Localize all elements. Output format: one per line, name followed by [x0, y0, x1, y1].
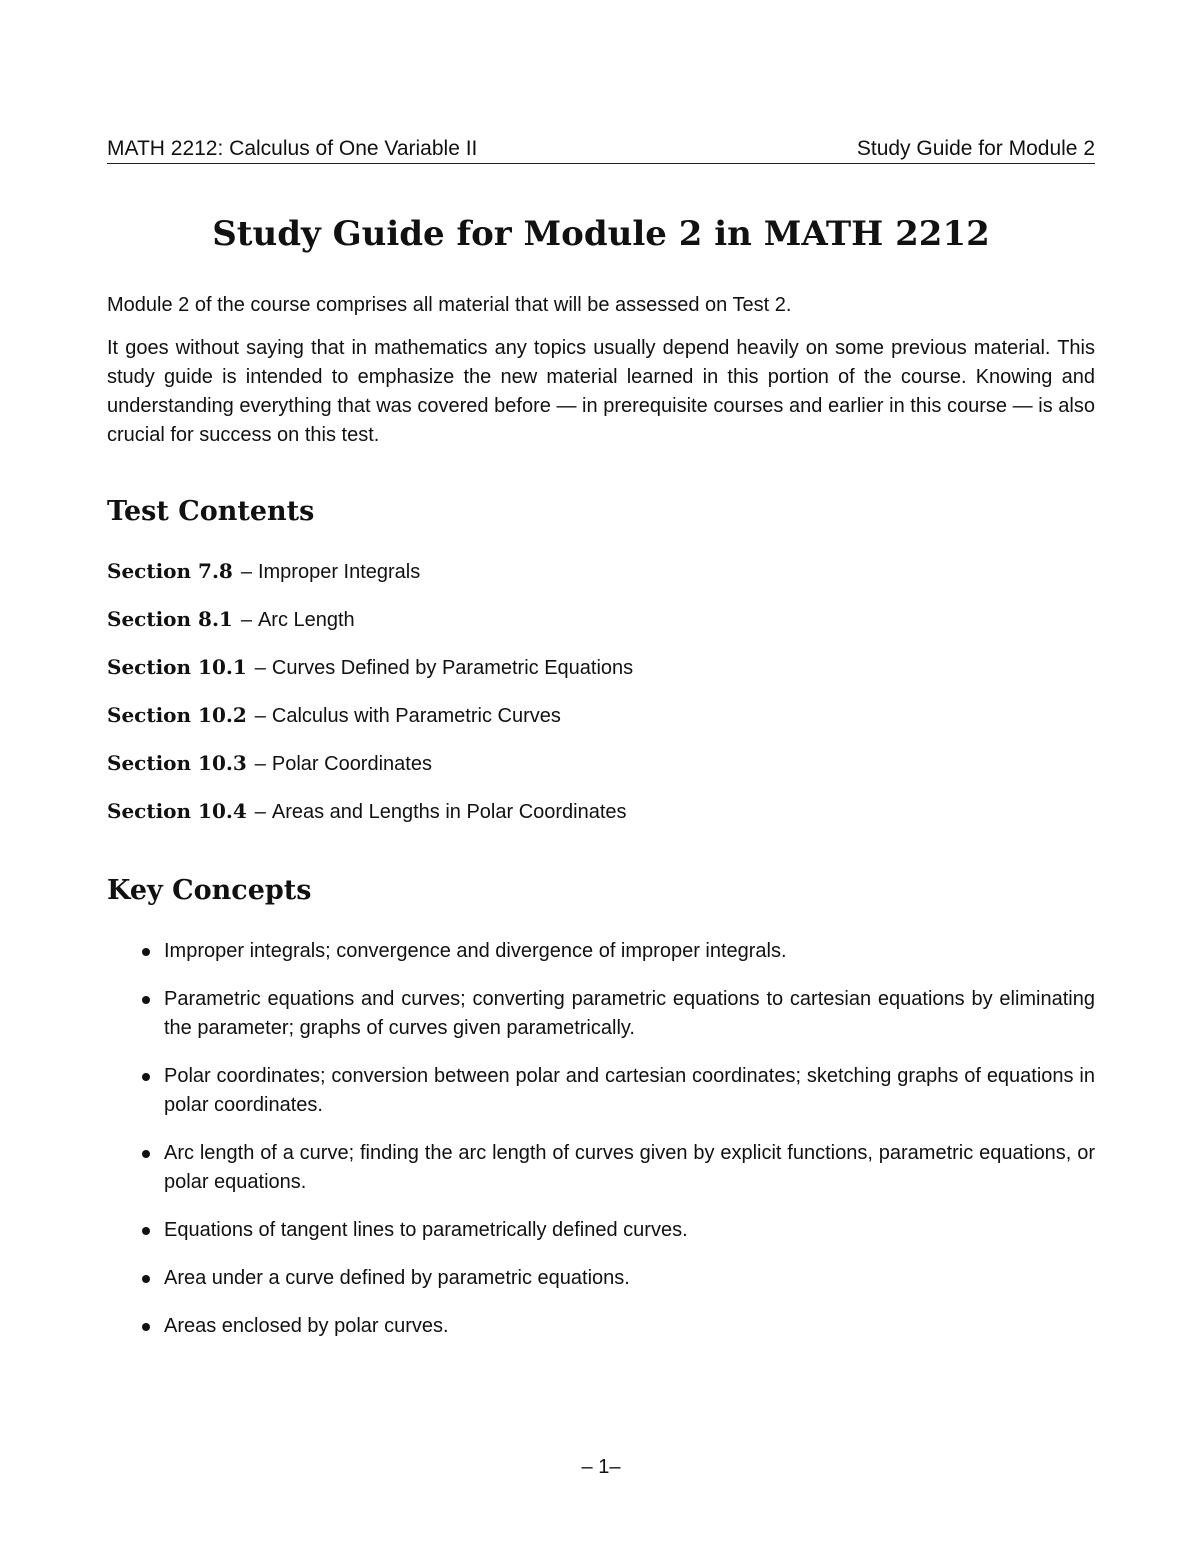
- section-entry: [107, 556, 633, 604]
- bullet-icon: [142, 1150, 150, 1158]
- section-dash: –: [240, 609, 252, 631]
- page-number: – 1–: [581, 1456, 621, 1478]
- section-entry: [107, 748, 633, 796]
- bullet-icon: [142, 996, 150, 1004]
- section-title: Areas and Lengths in Polar Coordinates: [271, 801, 627, 823]
- concept-item: [107, 1062, 1095, 1120]
- running-header: [107, 136, 1095, 164]
- concept-text: Arc length of a curve; finding the arc length of curves given by explicit functions, parametric equations, or polar equations.: [164, 1142, 1095, 1193]
- concept-text: Areas enclosed by polar curves.: [164, 1315, 449, 1337]
- section-dash: –: [254, 753, 266, 775]
- concept-text: Improper integrals; convergence and divergence of improper integrals.: [164, 940, 787, 962]
- intro-paragraph: Module 2 of the course comprises all material that will be assessed on Test 2.: [107, 294, 792, 316]
- section-title: Arc Length: [257, 609, 355, 631]
- section-number: Section 10.3: [107, 751, 247, 775]
- key-concepts-heading: Key Concepts: [107, 875, 312, 906]
- section-number: Section 10.1: [107, 655, 247, 679]
- header-guide-title: Study Guide for Module 2: [856, 137, 1095, 160]
- section-number: Section 7.8: [107, 559, 233, 583]
- concept-item: [107, 1264, 1095, 1293]
- concept-text: Polar coordinates; conversion between polar and cartesian coordinates; sketching graphs of equations in polar coordinates.: [164, 1065, 1095, 1116]
- concept-item: [107, 937, 1095, 966]
- concept-item: [107, 1216, 1095, 1245]
- bullet-icon: [142, 1275, 150, 1283]
- section-title: Calculus with Parametric Curves: [271, 705, 561, 727]
- bullet-icon: [142, 948, 150, 956]
- section-dash: –: [254, 657, 266, 679]
- section-number: Section 10.4: [107, 799, 247, 823]
- concept-text: Equations of tangent lines to parametrically defined curves.: [164, 1219, 688, 1241]
- section-title: Curves Defined by Parametric Equations: [271, 657, 634, 679]
- section-title: Polar Coordinates: [271, 753, 432, 775]
- bullet-icon: [142, 1227, 150, 1235]
- key-concepts-list: [107, 937, 1095, 1360]
- section-entry: [107, 604, 633, 652]
- concept-text: Area under a curve defined by parametric equations.: [164, 1267, 630, 1289]
- document-title: Study Guide for Module 2 in MATH 2212: [212, 214, 990, 254]
- section-number: Section 10.2: [107, 703, 247, 727]
- bullet-icon: [142, 1073, 150, 1081]
- test-contents-list: [107, 556, 633, 844]
- concept-item: [107, 985, 1095, 1043]
- section-title: Improper Integrals: [257, 561, 421, 583]
- section-dash: –: [254, 801, 266, 823]
- document-page: [107, 0, 1095, 1553]
- section-entry: [107, 700, 633, 748]
- section-entry: [107, 652, 633, 700]
- concept-item: [107, 1139, 1095, 1197]
- section-dash: –: [254, 705, 266, 727]
- concept-text: Parametric equations and curves; converting parametric equations to cartesian equations by eliminating the parameter; graphs of curves given parametrically.: [164, 988, 1095, 1039]
- section-dash: –: [240, 561, 252, 583]
- intro-paragraph: It goes without saying that in mathematics any topics usually depend heavily on some previous material. This study guide is intended to emphasize the new material learned in this portion of the course. Knowing and understanding everything that was covered before — in prerequisite courses and earlier in this course — is also crucial for success on this test.: [107, 337, 1095, 446]
- section-entry: [107, 796, 633, 844]
- header-course-title: MATH 2212: Calculus of One Variable II: [107, 137, 478, 160]
- test-contents-heading: Test Contents: [107, 496, 315, 527]
- bullet-icon: [142, 1323, 150, 1331]
- section-number: Section 8.1: [107, 607, 233, 631]
- concept-item: [107, 1312, 1095, 1341]
